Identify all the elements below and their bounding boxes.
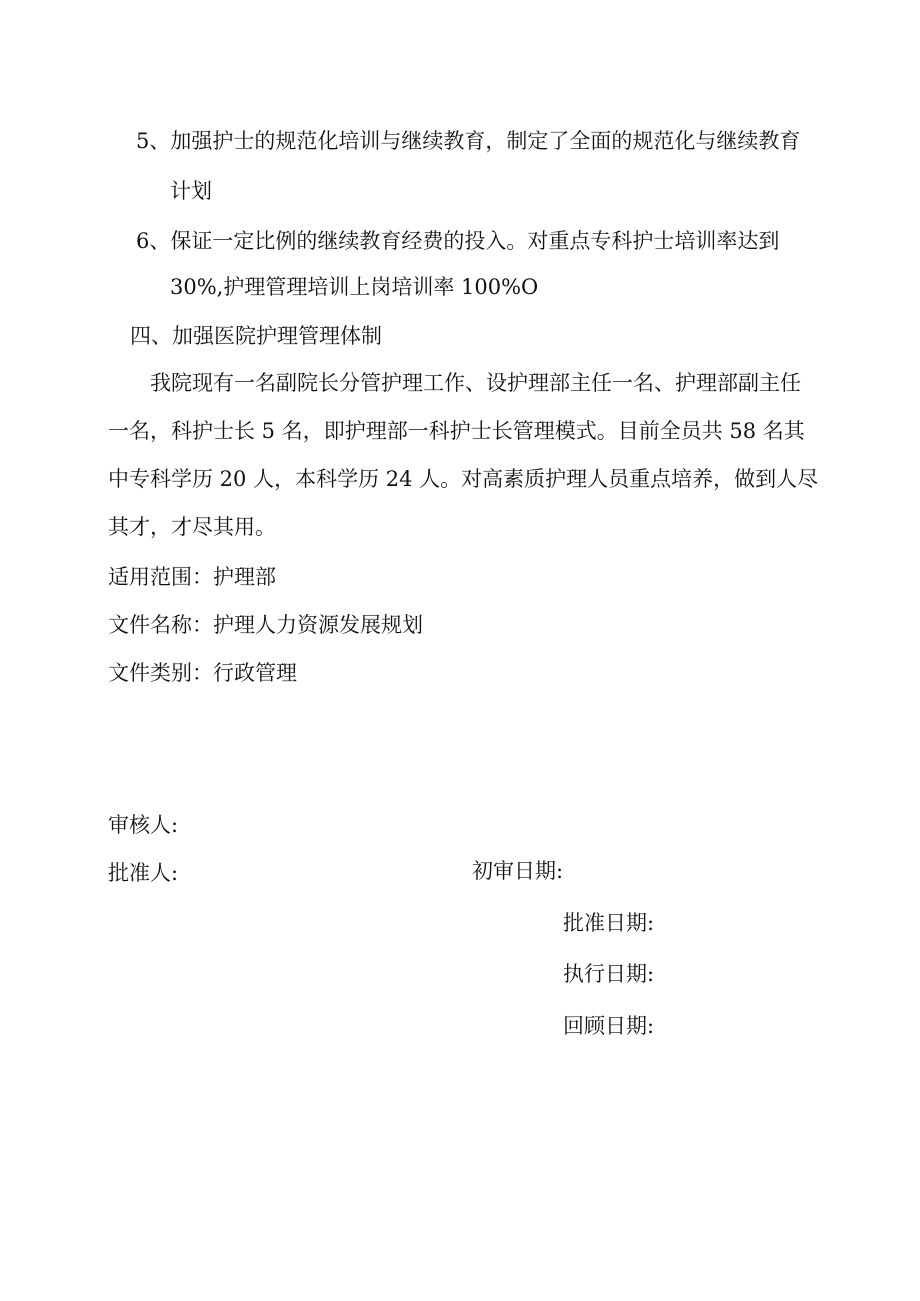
- approval-date-label: 批准日期:: [563, 911, 655, 935]
- list-item-5-continuation: 计划: [170, 179, 212, 203]
- list-item-6-continuation: 30%,护理管理培训上岗培训率 100%O: [170, 275, 539, 299]
- paragraph-line: 其才，才尽其用。: [108, 515, 276, 539]
- paragraph-line: 中专科学历 20 人，本科学历 24 人。对高素质护理人员重点培养，做到人尽: [108, 467, 819, 491]
- paragraph-line: 我院现有一名副院长分管护理工作、设护理部主任一名、护理部副主任: [150, 371, 801, 395]
- scope-field: 适用范围：护理部: [108, 565, 276, 589]
- document-name-field: 文件名称：护理人力资源发展规划: [108, 613, 423, 637]
- approver-label: 批准人:: [108, 861, 179, 885]
- section-heading: 四、加强医院护理管理体制: [130, 324, 382, 348]
- reviewer-label: 审核人:: [108, 813, 179, 837]
- paragraph-line: 一名，科护士长 5 名，即护理部一科护士长管理模式。目前全员共 58 名其: [108, 419, 805, 443]
- document-category-field: 文件类别：行政管理: [108, 661, 297, 685]
- review-date-label: 回顾日期:: [563, 1014, 655, 1038]
- first-review-date-label: 初审日期:: [472, 859, 564, 883]
- execution-date-label: 执行日期:: [563, 962, 655, 986]
- list-item-6: 6、保证一定比例的继续教育经费的投入。对重点专科护士培训率达到: [136, 229, 780, 253]
- list-item-5: 5、加强护士的规范化培训与继续教育，制定了全面的规范化与继续教育: [136, 129, 801, 153]
